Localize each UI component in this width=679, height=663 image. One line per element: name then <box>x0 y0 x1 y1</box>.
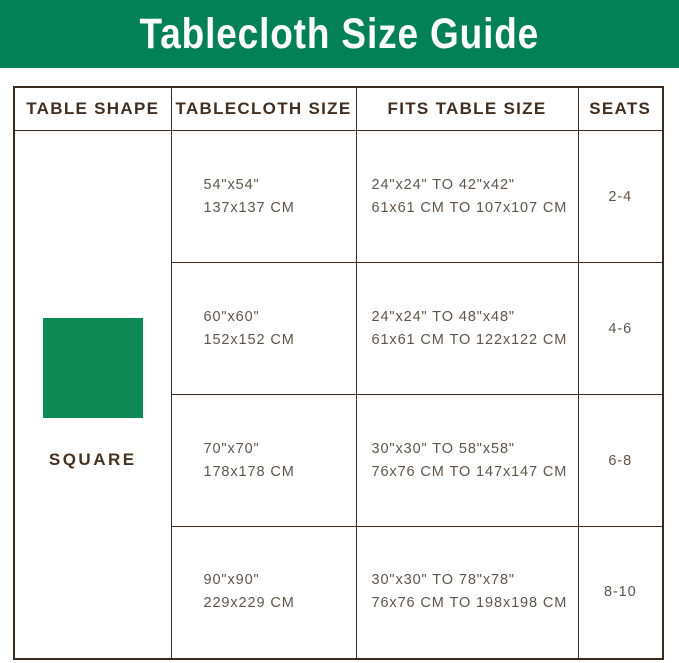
fits-table-size-cell <box>356 263 578 395</box>
shape-stack <box>16 318 170 470</box>
tablecloth-size-cell <box>171 263 356 395</box>
cloth-size-inches: 70"x70" <box>203 440 260 457</box>
fits-size-inches: 30"x30" TO 58"x58" <box>371 440 515 457</box>
fits-table-size-cell <box>356 131 578 263</box>
fits-size-cm: 76x76 CM TO 198x198 CM <box>371 595 568 612</box>
cloth-size-cm: 152x152 CM <box>203 331 295 348</box>
fits-table-size-cell <box>356 395 578 527</box>
page-title: Tablecloth Size Guide <box>139 9 540 58</box>
table-row <box>14 131 663 263</box>
fits-size-inches: 24"x24" TO 42"x42" <box>371 176 515 193</box>
fits-table-size-cell <box>356 527 578 659</box>
header-row <box>14 87 663 131</box>
tablecloth-size-cell <box>171 395 356 527</box>
fits-size-inches: 24"x24" TO 48"x48" <box>371 308 515 325</box>
column-header-seats: SEATS <box>578 87 663 131</box>
seats-cell: 8-10 <box>578 527 663 659</box>
column-header-tablecloth-size: TABLECLOTH SIZE <box>171 87 356 131</box>
cloth-size-inches: 90"x90" <box>203 572 260 589</box>
shape-label: SQUARE <box>48 450 137 470</box>
cloth-size-cm: 178x178 CM <box>203 463 295 480</box>
tablecloth-size-cell <box>171 527 356 659</box>
tablecloth-size-cell <box>171 131 356 263</box>
seats-cell: 2-4 <box>578 131 663 263</box>
column-header-table-shape: TABLE SHAPE <box>14 87 171 131</box>
cloth-size-inches: 60"x60" <box>203 308 260 325</box>
cloth-size-cm: 137x137 CM <box>203 199 295 216</box>
size-guide-table <box>13 86 664 660</box>
cloth-size-cm: 229x229 CM <box>203 595 295 612</box>
seats-cell: 6-8 <box>578 395 663 527</box>
shape-cell <box>14 131 171 659</box>
fits-size-cm: 61x61 CM TO 107x107 CM <box>371 199 568 216</box>
seats-cell: 4-6 <box>578 263 663 395</box>
fits-size-cm: 61x61 CM TO 122x122 CM <box>371 331 568 348</box>
fits-size-inches: 30"x30" TO 78"x78" <box>371 572 515 589</box>
fits-size-cm: 76x76 CM TO 147x147 CM <box>371 463 568 480</box>
column-header-fits-table-size: FITS TABLE SIZE <box>356 87 578 131</box>
title-banner <box>0 0 679 68</box>
square-shape-icon <box>43 318 143 418</box>
cloth-size-inches: 54"x54" <box>203 176 260 193</box>
